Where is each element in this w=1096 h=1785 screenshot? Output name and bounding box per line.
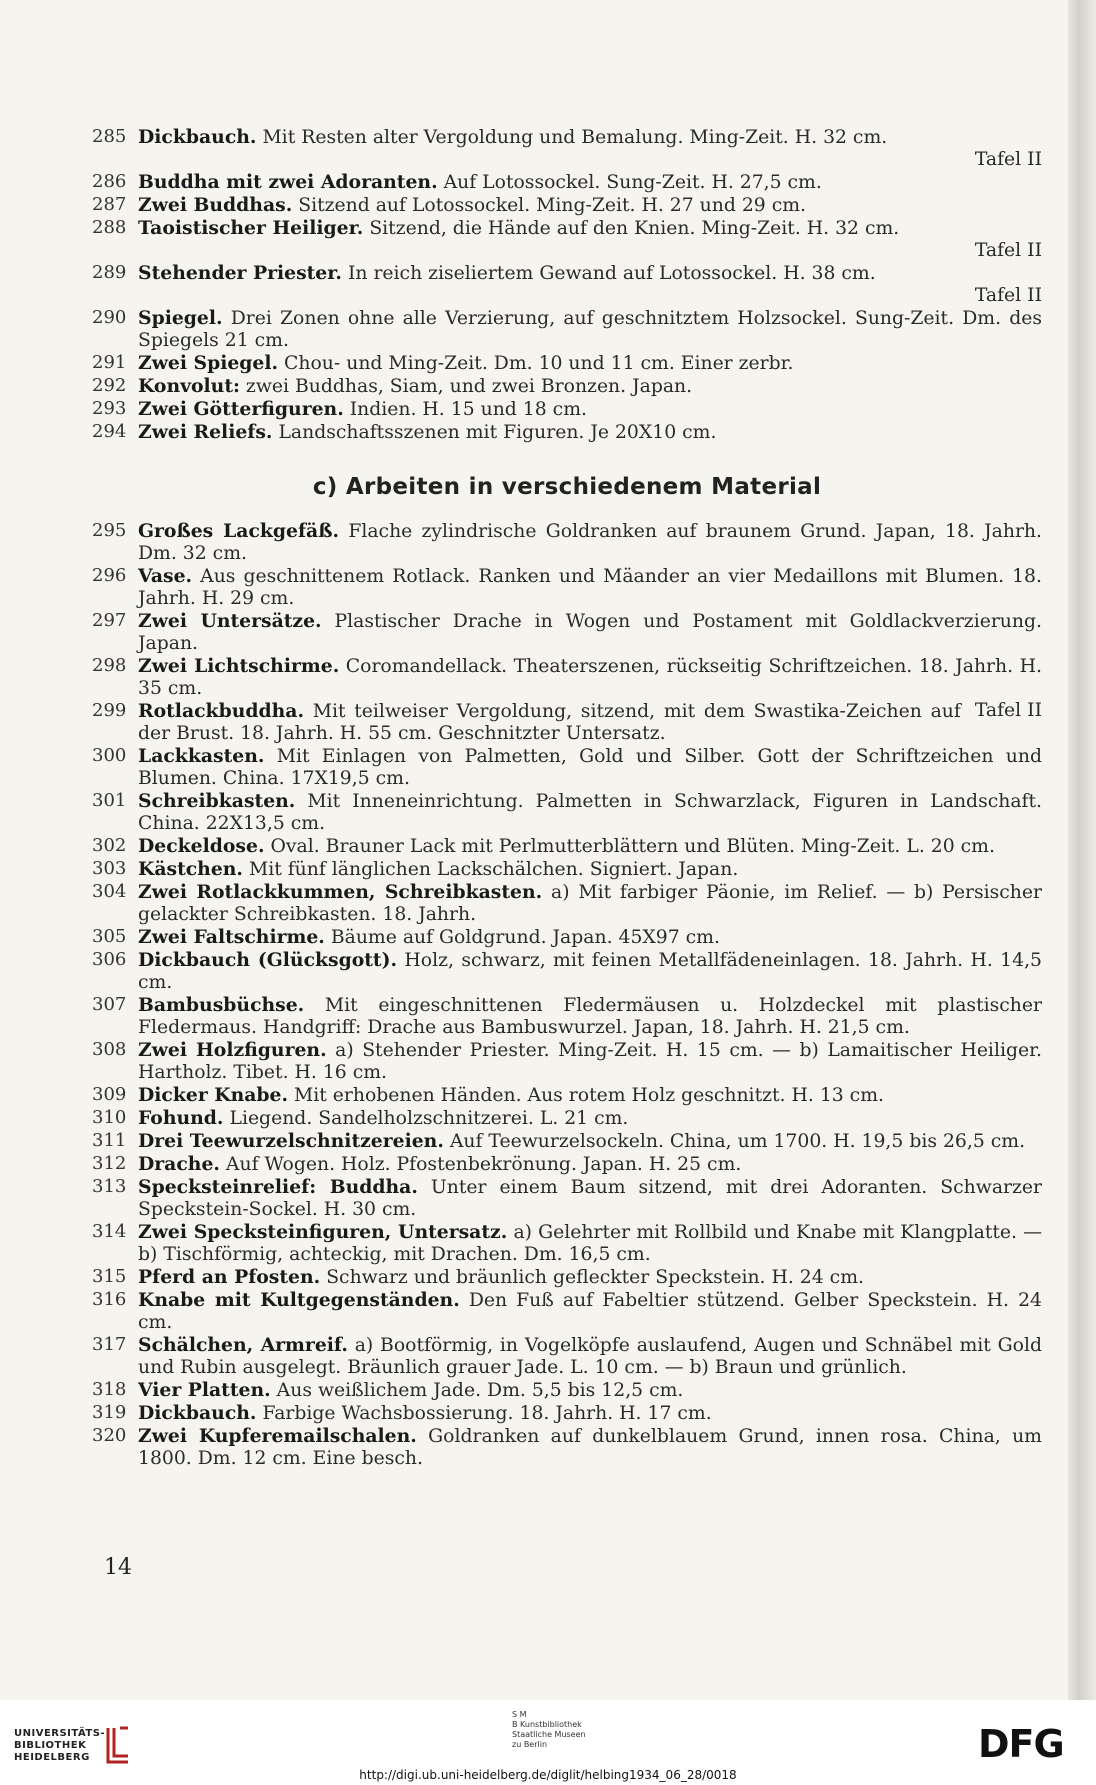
entry-title: Rotlackbuddha. <box>138 700 304 722</box>
university-line: BIBLIOTHEK <box>14 1740 87 1751</box>
catalog-entry <box>92 790 1042 835</box>
entry-body <box>138 790 1042 835</box>
catalog-entry <box>92 375 1042 398</box>
entry-title: Zwei Götterfiguren. <box>138 398 344 420</box>
entry-title: Zwei Holzfiguren. <box>138 1039 327 1061</box>
entry-body <box>138 194 1042 217</box>
catalog-entry <box>92 926 1042 949</box>
entry-title: Zwei Lichtschirme. <box>138 655 340 677</box>
entry-title: Pferd an Pfosten. <box>138 1266 321 1288</box>
entry-title: Zwei Untersätze. <box>138 610 322 632</box>
entry-number: 319 <box>92 1402 127 1423</box>
entry-description: Landschaftsszenen mit Figuren. Je 20X10 cm. <box>278 422 717 443</box>
page-edge <box>1068 0 1096 1700</box>
entry-title: Zwei Kupferemailschalen. <box>138 1425 417 1447</box>
entry-description: Unter einem Baum sitzend, mit drei Adoranten. Schwarzer Speckstein-Sockel. H. 30 cm. <box>138 1177 1042 1220</box>
catalog-entry <box>92 835 1042 858</box>
entry-description: a) Gelehrter mit Rollbild und Knabe mit Klangplatte. — b) Tischförmig, achteckig, mit Drachen. Dm. 16,5 cm. <box>138 1222 1042 1265</box>
entry-title: Drei Teewurzelschnitzereien. <box>138 1130 444 1152</box>
entry-body <box>138 1153 1042 1176</box>
entry-number: 298 <box>92 655 127 676</box>
entry-title: Zwei Reliefs. <box>138 421 273 443</box>
entry-number: 310 <box>92 1107 127 1128</box>
catalog-entry <box>92 1425 1042 1470</box>
entry-body <box>138 520 1042 565</box>
entry-body <box>138 307 1042 352</box>
entry-description: Drei Zonen ohne alle Verzierung, auf geschnitztem Holzsockel. Sung-Zeit. Dm. des Spiegels 21 cm. <box>138 308 1042 351</box>
entry-number: 292 <box>92 375 127 396</box>
entries-after-heading <box>92 520 1042 1470</box>
entry-body <box>138 421 1042 444</box>
entry-body <box>138 881 1042 926</box>
entry-body <box>138 375 1042 398</box>
entry-body <box>138 565 1042 610</box>
catalog-entry <box>92 307 1042 352</box>
entry-description: Aus weißlichem Jade. Dm. 5,5 bis 12,5 cm. <box>276 1380 684 1401</box>
entry-body <box>138 352 1042 375</box>
entry-body <box>138 1221 1042 1266</box>
entry-number: 313 <box>92 1176 127 1197</box>
entry-title: Dickbauch. <box>138 126 257 148</box>
entry-title: Buddha mit zwei Adoranten. <box>138 171 438 193</box>
entry-number: 300 <box>92 745 127 766</box>
university-line: HEIDELBERG <box>14 1752 90 1763</box>
entry-title: Zwei Specksteinfiguren, Untersatz. <box>138 1221 508 1243</box>
plate-reference: Tafel II <box>974 285 1042 306</box>
entry-body <box>138 858 1042 881</box>
entry-description: Schwarz und bräunlich gefleckter Speckstein. H. 24 cm. <box>326 1267 864 1288</box>
plate-reference: Tafel II <box>974 149 1042 170</box>
entry-title: Großes Lackgefäß. <box>138 520 340 542</box>
entry-number: 304 <box>92 881 127 902</box>
entry-number: 293 <box>92 398 127 419</box>
entry-description: Auf Teewurzelsockeln. China, um 1700. H. 19,5 bis 26,5 cm. <box>449 1131 1026 1152</box>
entry-description: Flache zylindrische Goldranken auf braunem Grund. Japan, 18. Jahrh. Dm. 32 cm. <box>138 521 1042 564</box>
catalog-entry <box>92 1266 1042 1289</box>
catalog-entry <box>92 1402 1042 1425</box>
entry-body <box>138 610 1042 655</box>
entry-body <box>138 1334 1042 1379</box>
catalog-entry <box>92 1176 1042 1221</box>
entry-body <box>138 1084 1042 1107</box>
entry-description: Plastischer Drache in Wogen und Postament mit Goldlackverzierung. Japan. <box>138 611 1042 654</box>
catalog-entry <box>92 1379 1042 1402</box>
entry-title: Fohund. <box>138 1107 224 1129</box>
catalog-entry <box>92 217 1042 262</box>
entry-title: Spiegel. <box>138 307 223 329</box>
entry-number: 294 <box>92 421 127 442</box>
entry-description: Mit Einlagen von Palmetten, Gold und Silber. Gott der Schriftzeichen und Blumen. China. 17X19,5 cm. <box>138 746 1042 789</box>
catalog-entry <box>92 352 1042 375</box>
catalog-entry <box>92 421 1042 444</box>
entry-body <box>138 949 1042 994</box>
catalog-entry <box>92 1289 1042 1334</box>
entry-description: Mit teilweiser Vergoldung, sitzend, mit dem Swastika-Zeichen auf der Brust. 18. Jahrh. H. 55 cm. Geschnitzter Untersatz. <box>138 701 961 744</box>
entry-description: In reich ziseliertem Gewand auf Lotossockel. H. 38 cm. <box>347 263 876 284</box>
entry-body <box>138 217 1042 262</box>
catalog-entry <box>92 1221 1042 1266</box>
entry-title: Kästchen. <box>138 858 243 880</box>
entry-number: 306 <box>92 949 127 970</box>
entry-description: Liegend. Sandelholzschnitzerei. L. 21 cm. <box>229 1108 629 1129</box>
entry-description: Mit erhobenen Händen. Aus rotem Holz geschnitzt. H. 13 cm. <box>294 1085 884 1106</box>
entry-description: zwei Buddhas, Siam, und zwei Bronzen. Japan. <box>245 376 693 397</box>
catalog-entry <box>92 1334 1042 1379</box>
entry-body <box>138 926 1042 949</box>
catalog-entry <box>92 194 1042 217</box>
entry-body <box>138 1107 1042 1130</box>
entry-body <box>138 1130 1042 1153</box>
berlin-line: zu Berlin <box>512 1740 548 1749</box>
catalog-entry <box>92 1039 1042 1084</box>
entry-number: 295 <box>92 520 127 541</box>
entry-number: 286 <box>92 171 127 192</box>
entry-body <box>138 745 1042 790</box>
entry-number: 299 <box>92 700 127 721</box>
entry-body <box>138 700 1042 745</box>
entry-number: 314 <box>92 1221 127 1242</box>
footer-bar <box>0 1700 1096 1785</box>
entry-description: Mit Inneneinrichtung. Palmetten in Schwarzlack, Figuren in Landschaft. China. 22X13,5 cm. <box>138 791 1042 834</box>
entry-title: Schreibkasten. <box>138 790 296 812</box>
catalog-entry <box>92 1130 1042 1153</box>
entry-description: Coromandellack. Theaterszenen, rückseitig Schriftzeichen. 18. Jahrh. H. 35 cm. <box>138 656 1042 699</box>
entry-title: Bambusbüchse. <box>138 994 305 1016</box>
entry-title: Lackkasten. <box>138 745 265 767</box>
berlin-library-label <box>512 1710 586 1750</box>
university-line: UNIVERSITÄTS- <box>14 1728 106 1739</box>
catalog-entry <box>92 565 1042 610</box>
plate-reference: Tafel II <box>974 240 1042 261</box>
entry-title: Knabe mit Kultgegenständen. <box>138 1289 460 1311</box>
catalog-entry <box>92 171 1042 194</box>
catalog-entry <box>92 745 1042 790</box>
plate-reference: Tafel II <box>974 700 1042 721</box>
entry-description: Auf Lotossockel. Sung-Zeit. H. 27,5 cm. <box>443 172 822 193</box>
entries-before-heading <box>92 126 1042 444</box>
entry-description: Mit eingeschnittenen Fledermäusen u. Holzdeckel mit plastischer Fledermaus. Handgriff: Drache aus Bambuswurzel. Japan, 18. Jahrh. H. 21,5 cm. <box>138 995 1042 1038</box>
entry-body <box>138 994 1042 1039</box>
entry-title: Taoistischer Heiliger. <box>138 217 364 239</box>
catalog-entry <box>92 520 1042 565</box>
catalog-entry <box>92 858 1042 881</box>
entry-title: Deckeldose. <box>138 835 265 857</box>
entry-number: 302 <box>92 835 127 856</box>
catalog-entry <box>92 1107 1042 1130</box>
entry-description: Farbige Wachsbossierung. 18. Jahrh. H. 17 cm. <box>262 1403 712 1424</box>
catalog-entries <box>92 126 1042 1470</box>
entry-number: 287 <box>92 194 127 215</box>
entry-number: 307 <box>92 994 127 1015</box>
entry-number: 312 <box>92 1153 127 1174</box>
entry-number: 289 <box>92 262 127 283</box>
entry-title: Zwei Spiegel. <box>138 352 279 374</box>
entry-number: 320 <box>92 1425 127 1446</box>
catalog-entry <box>92 126 1042 171</box>
entry-body <box>138 1289 1042 1334</box>
entry-description: Indien. H. 15 und 18 cm. <box>349 399 587 420</box>
entry-number: 305 <box>92 926 127 947</box>
catalog-entry <box>92 1084 1042 1107</box>
catalog-entry <box>92 655 1042 700</box>
entry-title: Specksteinrelief: Buddha. <box>138 1176 418 1198</box>
entry-number: 290 <box>92 307 127 328</box>
entry-number: 297 <box>92 610 127 631</box>
entry-number: 316 <box>92 1289 127 1310</box>
berlin-line: Staatliche Museen <box>512 1730 586 1739</box>
entry-description: Auf Wogen. Holz. Pfostenbekrönung. Japan. H. 25 cm. <box>225 1154 742 1175</box>
entry-body <box>138 126 1042 171</box>
entry-description: Aus geschnittenem Rotlack. Ranken und Mäander an vier Medaillons mit Blumen. 18. Jahrh. H. 29 cm. <box>138 566 1042 609</box>
entry-number: 291 <box>92 352 127 373</box>
entry-title: Zwei Rotlackkummen, Schreibkasten. <box>138 881 543 903</box>
entry-number: 288 <box>92 217 127 238</box>
entry-number: 296 <box>92 565 127 586</box>
entry-number: 309 <box>92 1084 127 1105</box>
entry-title: Dickbauch. <box>138 1402 257 1424</box>
entry-description: Oval. Brauner Lack mit Perlmutterblättern und Blüten. Ming-Zeit. L. 20 cm. <box>270 836 995 857</box>
entry-number: 303 <box>92 858 127 879</box>
entry-title: Stehender Priester. <box>138 262 342 284</box>
entry-body <box>138 398 1042 421</box>
entry-description: Bäume auf Goldgrund. Japan. 45X97 cm. <box>330 927 720 948</box>
entry-title: Schälchen, Armreif. <box>138 1334 348 1356</box>
entry-description: Mit Resten alter Vergoldung und Bemalung. Ming-Zeit. H. 32 cm. <box>262 127 888 148</box>
entry-description: a) Mit farbiger Päonie, im Relief. — b) Persischer gelackter Schreibkasten. 18. Jahrh. <box>138 882 1042 925</box>
entry-description: a) Bootförmig, in Vogelköpfe auslaufend, Augen und Schnäbel mit Gold und Rubin ausgelegt. Bräunlich grauer Jade. L. 10 cm. — b) Braun und grünlich. <box>138 1335 1042 1378</box>
entry-number: 311 <box>92 1130 127 1151</box>
entry-description: Mit fünf länglichen Lackschälchen. Signiert. Japan. <box>248 859 739 880</box>
section-heading: c) Arbeiten in verschiedenem Material <box>312 474 822 500</box>
entry-number: 308 <box>92 1039 127 1060</box>
entry-number: 301 <box>92 790 127 811</box>
catalog-entry <box>92 610 1042 655</box>
entry-title: Vase. <box>138 565 193 587</box>
entry-title: Vier Platten. <box>138 1379 271 1401</box>
catalog-entry <box>92 1153 1042 1176</box>
catalog-entry <box>92 994 1042 1039</box>
entry-description: Sitzend auf Lotossockel. Ming-Zeit. H. 27 und 29 cm. <box>298 195 807 216</box>
berlin-line: B Kunstbibliothek <box>512 1720 582 1729</box>
entry-description: Den Fuß auf Fabeltier stützend. Gelber Speckstein. H. 24 cm. <box>138 1290 1042 1333</box>
catalog-entry <box>92 881 1042 926</box>
entry-body <box>138 835 1042 858</box>
entry-body <box>138 1425 1042 1470</box>
entry-body <box>138 1266 1042 1289</box>
entry-title: Dickbauch (Glücksgott). <box>138 949 398 971</box>
source-url[interactable]: http://digi.ub.uni-heidelberg.de/diglit/helbing1934_06_28/0018 <box>359 1768 737 1782</box>
entry-description: Chou- und Ming-Zeit. Dm. 10 und 11 cm. Einer zerbr. <box>284 353 794 374</box>
entry-body <box>138 1379 1042 1402</box>
entry-description: a) Stehender Priester. Ming-Zeit. H. 15 cm. — b) Lamaitischer Heiliger. Hartholz. Tibet. H. 16 cm. <box>138 1040 1042 1083</box>
entry-body <box>138 1402 1042 1425</box>
entry-body <box>138 655 1042 700</box>
page-number: 14 <box>104 1555 132 1580</box>
entry-number: 318 <box>92 1379 127 1400</box>
entry-title: Zwei Buddhas. <box>138 194 293 216</box>
catalog-entry <box>92 700 1042 745</box>
entry-body <box>138 171 1042 194</box>
entry-number: 317 <box>92 1334 127 1355</box>
berlin-line: S M <box>512 1710 527 1719</box>
entry-description: Holz, schwarz, mit feinen Metallfädeneinlagen. 18. Jahrh. H. 14,5 cm. <box>138 950 1042 993</box>
dfg-logo: DFG <box>978 1722 1064 1766</box>
entry-description: Goldranken auf dunkelblauem Grund, innen rosa. China, um 1800. Dm. 12 cm. Eine besch. <box>138 1426 1042 1469</box>
university-library-label <box>14 1728 105 1764</box>
entry-number: 285 <box>92 126 127 147</box>
entry-body <box>138 1176 1042 1221</box>
entry-title: Drache. <box>138 1153 220 1175</box>
entry-title: Zwei Faltschirme. <box>138 926 325 948</box>
entry-description: Sitzend, die Hände auf den Knien. Ming-Zeit. H. 32 cm. <box>369 218 900 239</box>
entry-title: Dicker Knabe. <box>138 1084 289 1106</box>
entry-title: Konvolut: <box>138 375 240 397</box>
catalog-entry <box>92 262 1042 307</box>
university-logo-icon <box>104 1724 132 1766</box>
entry-number: 315 <box>92 1266 127 1287</box>
catalog-entry <box>92 398 1042 421</box>
catalog-entry <box>92 949 1042 994</box>
entry-body <box>138 1039 1042 1084</box>
entry-body <box>138 262 1042 307</box>
